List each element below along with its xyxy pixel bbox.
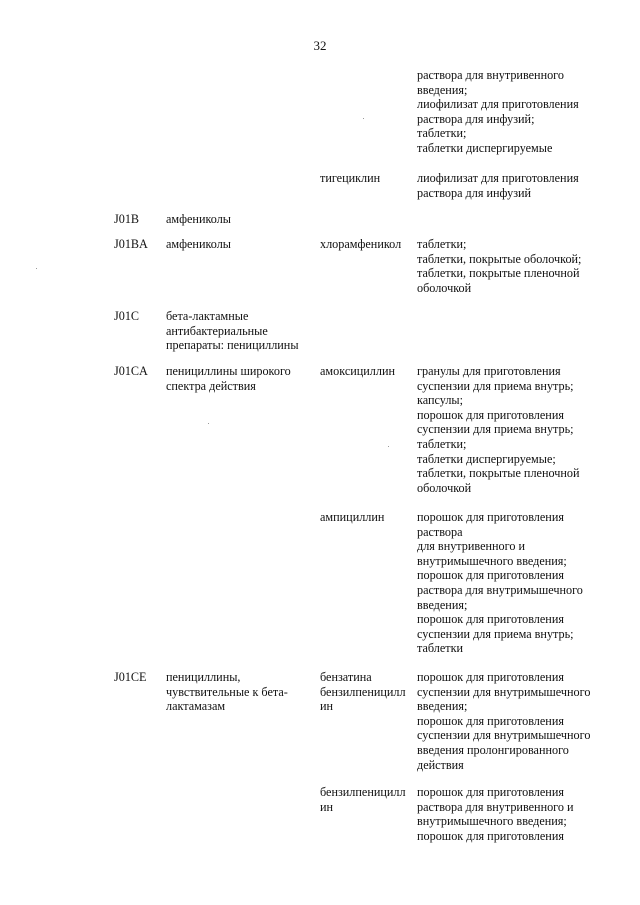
- drug-name-tigecycline: тигециклин: [320, 171, 381, 185]
- group-name-j01b: амфениколы: [166, 212, 231, 226]
- atc-code-j01b: J01B: [114, 212, 140, 226]
- group-name-j01ba: амфениколы: [166, 237, 231, 251]
- dosage-forms-chloramphenicol: таблетки; таблетки, покрытые оболочкой; таблетки, покрытые пленочной оболочкой: [417, 237, 582, 295]
- scan-speck: [208, 423, 209, 424]
- dosage-forms-benzathine-benzylpenicillin: порошок для приготовления суспензии для внутримышечного введения; порошок для приготовления суспензии для внутримышечного введения пролонгированного действия: [417, 670, 591, 772]
- page-number: 32: [313, 38, 327, 53]
- drug-name-chloramphenicol: хлорамфеникол: [320, 237, 402, 251]
- dosage-forms-benzylpenicillin: порошок для приготовления раствора для внутривенного и внутримышечного введения; порошок для приготовления: [417, 785, 574, 843]
- scan-speck: [388, 446, 389, 447]
- drug-name-amoxicillin: амоксициллин: [320, 364, 396, 378]
- group-name-j01ca: пенициллины широкого спектра действия: [166, 364, 291, 393]
- drug-name-benzylpenicillin: бензилпеницилл ин: [320, 785, 406, 814]
- dosage-forms-ampicillin: порошок для приготовления раствора для внутривенного и внутримышечного введения; порошок для приготовления раствора для внутримышечного введения; порошок для приготовления суспензии для приема внутрь; таблетки: [417, 510, 583, 656]
- atc-code-j01c: J01C: [114, 309, 140, 323]
- scan-speck: [36, 268, 37, 269]
- scan-speck: [363, 118, 364, 119]
- drug-name-benzathine-benzylpenicillin: бензатина бензилпеницилл ин: [320, 670, 406, 714]
- drug-name-ampicillin: ампициллин: [320, 510, 385, 524]
- atc-code-j01ca: J01CA: [114, 364, 148, 378]
- group-name-j01c: бета-лактамные антибактериальные препараты: пенициллины: [166, 309, 299, 353]
- atc-code-j01ce: J01CE: [114, 670, 147, 684]
- dosage-forms-continuation: раствора для внутривенного введения; лиофилизат для приготовления раствора для инфузий; таблетки; таблетки диспергируемые: [417, 68, 579, 155]
- group-name-j01ce: пенициллины, чувствительные к бета- лактамазам: [166, 670, 288, 714]
- dosage-forms-tigecycline: лиофилизат для приготовления раствора для инфузий: [417, 171, 579, 200]
- dosage-forms-amoxicillin: гранулы для приготовления суспензии для приема внутрь; капсулы; порошок для приготовления суспензии для приема внутрь; таблетки; таблетки диспергируемые; таблетки, покрытые пленочной оболочкой: [417, 364, 580, 495]
- atc-code-j01ba: J01BA: [114, 237, 148, 251]
